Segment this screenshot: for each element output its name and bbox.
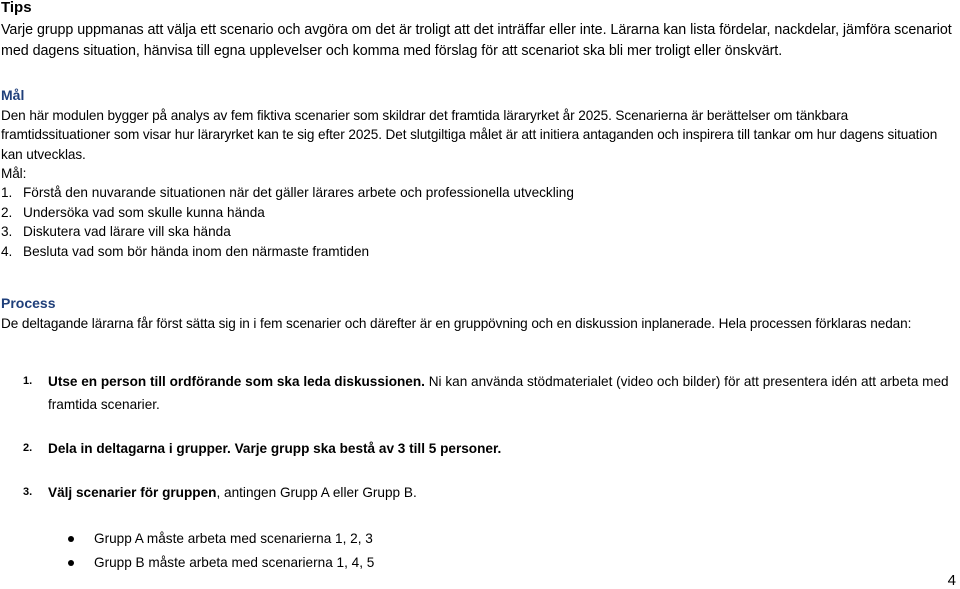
mal-goals-list bbox=[1, 183, 574, 261]
step-bold-text: Utse en person till ordförande som ska leda diskussionen. bbox=[48, 374, 425, 389]
bullet-item bbox=[64, 551, 374, 575]
step-number: 1. bbox=[23, 375, 33, 387]
bullet-dot-icon bbox=[68, 536, 74, 542]
step-text: Ni kan använda stödmaterialet (video och bilder) för att presentera idén att arbeta med framtida scenarier. bbox=[48, 374, 949, 412]
step-number: 2. bbox=[23, 442, 33, 454]
process-step-3 bbox=[23, 481, 958, 504]
list-item bbox=[1, 203, 574, 223]
bullet-text: Grupp B måste arbeta med scenarierna 1, 4, 5 bbox=[94, 555, 375, 570]
list-number: 2. bbox=[1, 204, 13, 220]
list-number: 4. bbox=[1, 243, 13, 259]
bullet-item bbox=[64, 527, 374, 551]
tips-heading: Tips bbox=[1, 0, 32, 16]
process-step-2 bbox=[23, 437, 958, 460]
step-text: , antingen Grupp A eller Grupp B. bbox=[216, 485, 417, 500]
list-number: 3. bbox=[1, 224, 13, 239]
process-step-1 bbox=[23, 370, 958, 416]
mal-intro-paragraph: Den här modulen bygger på analys av fem fiktiva scenarier som skildrar det framtida läraryrket år 2025. Scenarierna är berättelser om tänkbara framtidssituationer som visar hur läraryrket kan te sig efter 2025. Det slutgiltiga målet är att initiera antaganden och inspirera till tankar om hur dagens situation kan utvecklas. bbox=[1, 108, 938, 162]
mal-list-label: Mål: bbox=[1, 166, 27, 181]
process-heading: Process bbox=[1, 295, 56, 311]
list-number: 1. bbox=[1, 185, 13, 200]
step-bold-text: Dela in deltagarna i grupper. Varje grupp ska bestå av 3 till 5 personer. bbox=[48, 441, 502, 456]
list-item bbox=[1, 183, 574, 203]
list-item bbox=[1, 242, 574, 262]
bullet-dot-icon bbox=[68, 560, 74, 566]
list-item-text: Undersöka vad som skulle kunna hända bbox=[23, 204, 265, 220]
step-bold-text: Välj scenarier för gruppen bbox=[48, 485, 217, 500]
list-item-text: Besluta vad som bör hända inom den närmaste framtiden bbox=[23, 243, 370, 259]
list-item-text: Förstå den nuvarande situationen när det gäller lärares arbete och professionella utveckling bbox=[23, 185, 574, 200]
bullet-text: Grupp A måste arbeta med scenarierna 1, 2, 3 bbox=[94, 531, 373, 546]
group-bullet-list bbox=[64, 527, 374, 575]
page-number: 4 bbox=[947, 572, 956, 589]
tips-paragraph: Varje grupp uppmanas att välja ett scenario och avgöra om det är troligt att det inträffar eller inte. Lärarna kan lista fördelar, nackdelar, jämföra scenariot med dagens situation, hänvisa till egna upplevelser och komma med förslag för att scenariot ska bli mer troligt eller önskvärt. bbox=[1, 22, 952, 59]
list-item bbox=[1, 222, 574, 242]
list-item-text: Diskutera vad lärare vill ska hända bbox=[23, 224, 231, 239]
mal-heading: Mål bbox=[1, 87, 25, 103]
process-intro-paragraph: De deltagande lärarna får först sätta sig in i fem scenarier och därefter är en gruppövning och en diskussion inplanerade. Hela processen förklaras nedan: bbox=[1, 316, 912, 331]
step-number: 3. bbox=[23, 486, 33, 498]
